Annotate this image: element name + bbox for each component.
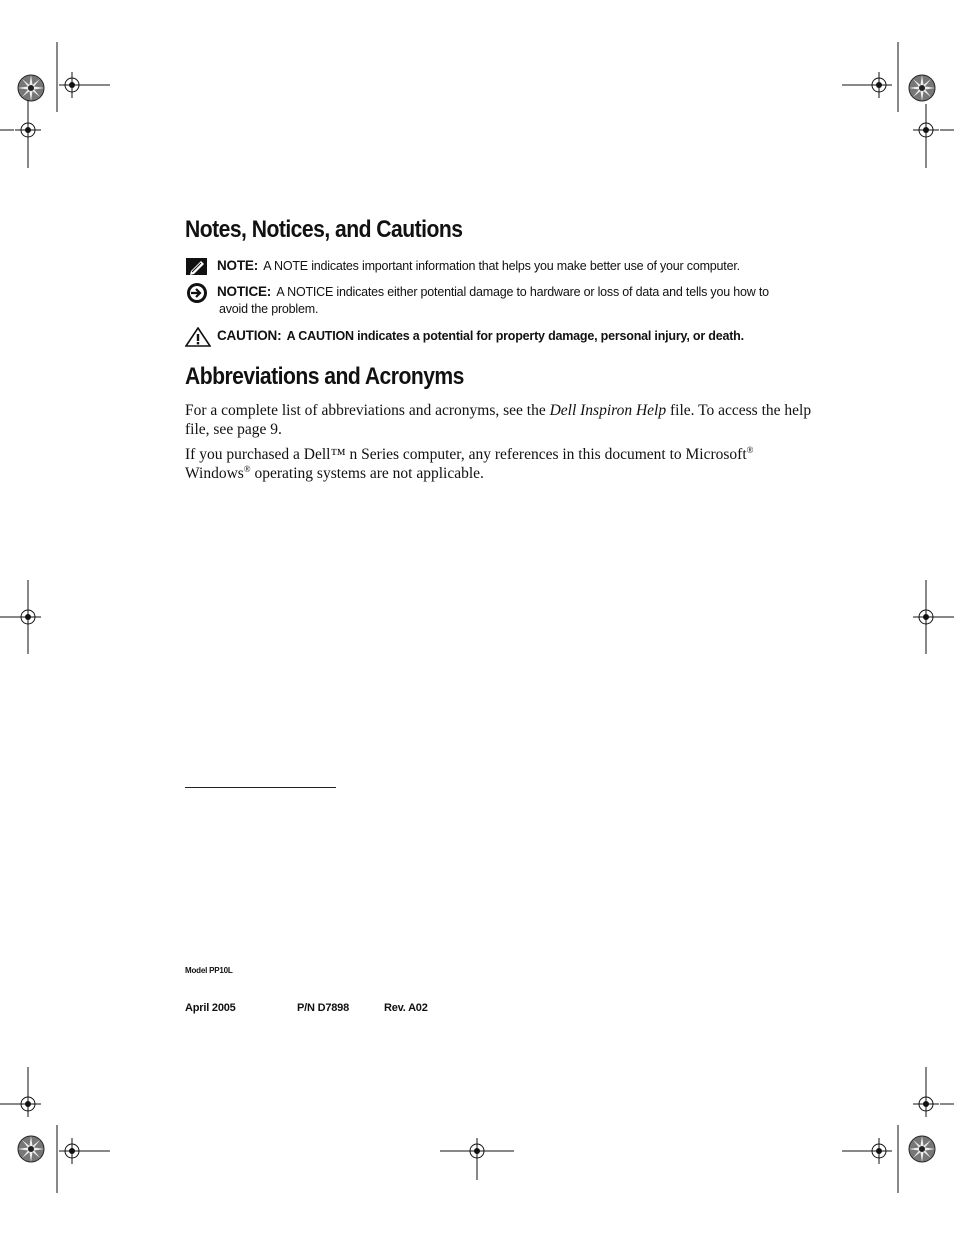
revision: Rev. A02 — [384, 1002, 428, 1014]
model-number: Model PP10L — [185, 966, 233, 975]
section-title-abbreviations: Abbreviations and Acronyms — [185, 363, 464, 390]
registration-mark-icon — [913, 604, 939, 630]
p1-text-after: file. To access the help — [666, 402, 812, 419]
registered-mark: ® — [746, 445, 754, 455]
footer-divider — [185, 787, 336, 788]
registration-mark-icon — [15, 604, 41, 630]
paragraph-n-series — [185, 445, 825, 483]
section-title-notes: Notes, Notices, and Cautions — [185, 216, 463, 243]
registration-mark-icon — [15, 1091, 41, 1117]
registration-mark-icon — [15, 117, 41, 143]
registration-mark-icon — [866, 1138, 892, 1164]
p2-windows: Windows — [185, 465, 244, 482]
notice-arrow-icon — [185, 283, 209, 305]
registration-mark-icon — [59, 1138, 85, 1164]
notice-label: NOTICE: — [217, 284, 272, 299]
star-target-icon — [18, 75, 44, 101]
paragraph-abbreviations-help — [185, 401, 825, 439]
note-text: A NOTE indicates important information that helps you make better use of your computer. — [263, 259, 740, 273]
registered-mark: ® — [243, 464, 251, 474]
caution-triangle-icon — [185, 327, 211, 347]
registration-mark-icon — [866, 72, 892, 98]
note-pencil-icon — [185, 257, 209, 277]
print-date: April 2005 — [185, 1002, 236, 1014]
star-target-icon — [909, 1136, 935, 1162]
caution-text: A CAUTION indicates a potential for property damage, personal injury, or death. — [286, 329, 744, 343]
part-number: P/N D7898 — [297, 1002, 350, 1014]
p2-line1: If you purchased a Dell™ n Series computer, any references in this document to Microsoft — [185, 446, 747, 463]
p1-text-before: For a complete list of abbreviations and acronyms, see the — [185, 402, 550, 419]
star-target-icon — [909, 75, 935, 101]
registration-mark-icon — [59, 72, 85, 98]
notice-text-line1: A NOTICE indicates either potential damage to hardware or loss of data and tells you how to — [276, 285, 769, 299]
registration-mark-icon — [464, 1138, 490, 1164]
caution-label: CAUTION: — [217, 328, 282, 343]
p1-text-line2: file, see page 9. — [185, 421, 282, 438]
registration-mark-icon — [913, 117, 939, 143]
star-target-icon — [18, 1136, 44, 1162]
p1-help-file-name: Dell Inspiron Help — [549, 402, 667, 419]
note-label: NOTE: — [217, 258, 258, 273]
registration-mark-icon — [913, 1091, 939, 1117]
notice-text-line2: avoid the problem. — [219, 302, 319, 316]
p2-line2-after: operating systems are not applicable. — [250, 465, 484, 482]
